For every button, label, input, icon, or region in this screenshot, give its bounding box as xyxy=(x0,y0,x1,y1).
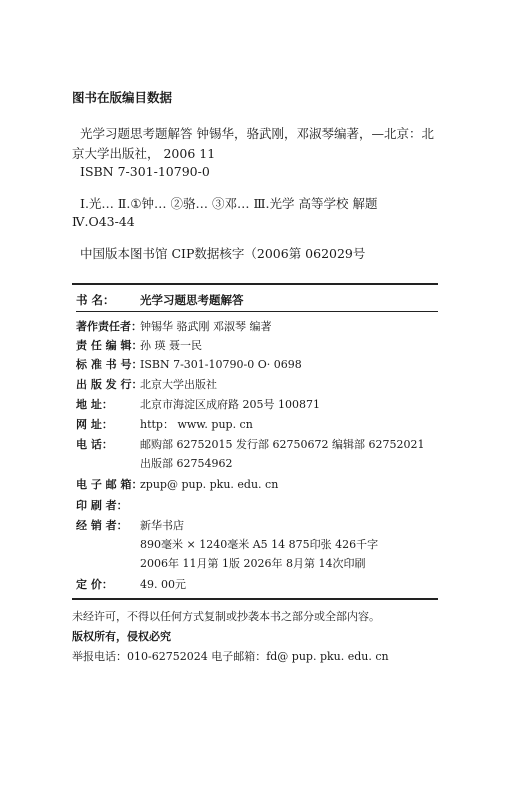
detail-label: 电 子 邮 箱： xyxy=(76,478,143,491)
detail-edition: 2006年 11月第 1版 2026年 8月第 14次印刷 xyxy=(140,557,366,570)
detail-label: 经 销 者： xyxy=(76,519,128,532)
detail-label: 地 址： xyxy=(76,398,113,411)
book-name-divider xyxy=(76,311,438,312)
detail-distributor xyxy=(76,517,184,533)
detail-spec: 890毫米 × 1240毫米 A5 14 875印张 426千字 xyxy=(140,538,379,551)
detail-label: 标 准 书 号： xyxy=(76,358,143,371)
detail-phone-line-2: 出版部 62754962 xyxy=(140,457,233,470)
detail-book-name xyxy=(76,292,244,308)
detail-value: ISBN 7-301-10790-0 O· 0698 xyxy=(140,358,302,371)
detail-printer xyxy=(76,497,140,513)
cip-line-4: Ⅰ.光… Ⅱ.①钟… ②骆… ③邓… Ⅲ.光学 高等学校 解题 xyxy=(80,196,378,211)
notice-report-contact: 举报电话：010-62752024 电子邮箱：fd@ pup. pku. edu. cn xyxy=(72,650,389,663)
detail-label: 著作责任者： xyxy=(76,320,142,333)
cip-line-2: 京大学出版社， 2006 11 xyxy=(72,146,216,161)
detail-value: 邮购部 62752015 发行部 62750672 编辑部 62752021 xyxy=(140,438,425,451)
top-divider xyxy=(72,283,438,285)
notice-copyright: 版权所有，侵权必究 xyxy=(72,630,171,643)
detail-publisher xyxy=(76,376,217,392)
detail-label: 书 名： xyxy=(76,293,115,307)
cip-line-6: 中国版本图书馆 CIP数据核字（2006第 062029号 xyxy=(80,246,366,261)
detail-label: 定 价： xyxy=(76,578,113,591)
detail-email xyxy=(76,476,278,492)
detail-value: 孙 瑛 聂一民 xyxy=(140,339,202,352)
cip-heading: 图书在版编目数据 xyxy=(72,90,173,105)
detail-isbn xyxy=(76,356,302,372)
detail-value: zpup@ pup. pku. edu. cn xyxy=(140,478,279,491)
detail-label: 出 版 发 行： xyxy=(76,378,143,391)
detail-label: 印 刷 者： xyxy=(76,499,128,512)
bottom-divider xyxy=(72,598,438,600)
detail-value: 新华书店 xyxy=(140,519,184,532)
detail-value: 49. 00元 xyxy=(140,578,186,591)
detail-editor xyxy=(76,337,202,353)
detail-phone xyxy=(76,436,424,452)
detail-authors xyxy=(76,318,272,334)
cip-line-3: ISBN 7-301-10790-0 xyxy=(80,164,210,179)
cip-line-1: 光学习题思考题解答 钟锡华，骆武刚，邓淑琴编著，—北京：北 xyxy=(80,126,434,141)
detail-website xyxy=(76,416,253,432)
detail-label: 网 址： xyxy=(76,418,113,431)
cip-line-5: Ⅳ.O43-44 xyxy=(72,214,135,229)
detail-price xyxy=(76,576,186,592)
detail-label: 责 任 编 辑： xyxy=(76,339,143,352)
detail-value: 钟锡华 骆武刚 邓淑琴 编著 xyxy=(140,320,272,333)
detail-value: http： www. pup. cn xyxy=(140,418,253,431)
detail-label: 电 话： xyxy=(76,438,113,451)
detail-address xyxy=(76,396,320,412)
detail-value: 北京大学出版社 xyxy=(140,378,217,391)
detail-value: 光学习题思考题解答 xyxy=(140,293,244,307)
notice-line-1: 未经许可，不得以任何方式复制或抄袭本书之部分或全部内容。 xyxy=(72,610,380,623)
detail-value: 北京市海淀区成府路 205号 100871 xyxy=(140,398,320,411)
